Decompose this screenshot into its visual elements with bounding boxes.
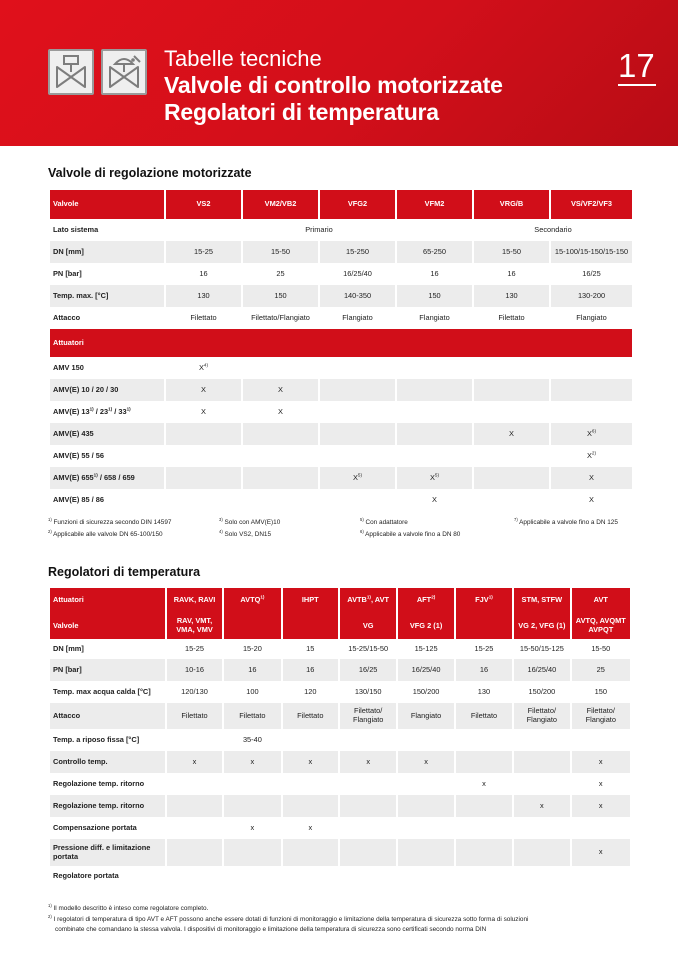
table-cell xyxy=(320,423,395,445)
table-cell xyxy=(320,379,395,401)
table-cell xyxy=(551,379,632,401)
table-cell xyxy=(397,379,472,401)
table-cell xyxy=(456,866,512,886)
motorized-valves-table xyxy=(48,190,634,511)
table-row xyxy=(50,241,632,263)
table-cell xyxy=(398,773,453,795)
column-header xyxy=(283,613,338,639)
footnote: $^{1)}$ Il modello descritto è inteso come regolatore completo. xyxy=(48,902,209,912)
table-cell xyxy=(572,729,630,751)
table-cell: X xyxy=(474,423,549,445)
table-cell: Filettato xyxy=(456,703,512,729)
page-number: 17 xyxy=(618,47,655,84)
table-cell: 150 xyxy=(594,686,607,696)
table-cell: X xyxy=(201,406,206,416)
row-label: Regolazione temp. ritorno xyxy=(53,778,145,788)
table-row xyxy=(50,729,630,751)
row-label: PN [bar] xyxy=(53,268,82,278)
column-header xyxy=(224,613,280,639)
table-cell xyxy=(224,795,280,817)
footnote-marker: 1) xyxy=(48,516,52,522)
column-header: FJV$^{1)}$ xyxy=(456,588,512,613)
footnote-marker: 2) xyxy=(48,528,52,534)
table-cell: 120 xyxy=(304,686,317,696)
column-header: VRG/B xyxy=(474,190,549,219)
row-label: Compensazione portata xyxy=(53,822,137,832)
footnote-marker: 3) xyxy=(219,516,223,522)
row-label: AMV(E) 13$^{1)}$ / 23$^{1)}$ / 33$^{1)}$ xyxy=(53,406,131,416)
row-label: AMV(E) 85 / 86 xyxy=(53,494,104,504)
table-cell: x xyxy=(572,795,630,817)
table-cell xyxy=(397,445,472,467)
table-cell: 15-250 xyxy=(320,241,395,263)
footnote-marker: 1) xyxy=(89,406,94,412)
table-cell xyxy=(514,817,569,839)
table-cell xyxy=(166,467,241,489)
table-cell xyxy=(514,866,569,886)
footnote: $^{7)}$ Applicabile a valvole fino a DN 125 xyxy=(514,516,618,526)
table-cell: x xyxy=(572,751,630,773)
table-cell xyxy=(224,773,280,795)
table-cell xyxy=(398,839,453,866)
table-row xyxy=(50,445,632,467)
table-cell: 16 xyxy=(507,268,516,278)
footnote-marker: 5) xyxy=(360,516,364,522)
table-cell xyxy=(397,423,472,445)
table-row xyxy=(50,839,630,866)
table-cell: x xyxy=(398,751,453,773)
table-cell: x xyxy=(224,751,280,773)
column-header: VG xyxy=(340,613,396,639)
table-row xyxy=(50,379,632,401)
table-cell: 15-50 xyxy=(591,643,611,653)
table-cell: 16 xyxy=(430,268,439,278)
table-cell: Filettato xyxy=(167,703,222,729)
table-cell: 15-50/15-125 xyxy=(519,643,564,653)
table-cell xyxy=(320,489,395,511)
header-title-line2: Regolatori di temperatura xyxy=(164,99,439,125)
table-cell: 35-40 xyxy=(242,734,262,744)
table-cell xyxy=(474,401,549,423)
row-label: Pressione diff. e limitazione portata xyxy=(50,839,165,866)
table-cell: 15-20 xyxy=(242,643,262,653)
column-header: AFT$^{2)}$ xyxy=(398,588,453,613)
table-cell xyxy=(166,445,241,467)
row-label: PN [bar] xyxy=(50,659,165,681)
table-row xyxy=(50,219,632,241)
table-cell: 15-125 xyxy=(414,643,438,653)
row-label: Temp. max. [°C] xyxy=(50,285,164,307)
table-cell xyxy=(398,866,453,886)
footnote: $^{2)}$ Applicabile alle valvole DN 65-100/150 xyxy=(48,528,163,538)
table-cell xyxy=(474,379,549,401)
table-cell: $X^{6)}$ xyxy=(551,423,632,445)
table-cell: x xyxy=(514,795,569,817)
table-cell: 150/200 xyxy=(412,686,440,696)
table-cell xyxy=(166,489,241,511)
table-cell xyxy=(551,401,632,423)
table-cell: 10-16 xyxy=(167,659,222,681)
footnote-marker: 4) xyxy=(203,362,209,368)
table-cell: Flangiato xyxy=(398,703,453,729)
table-cell: X xyxy=(243,379,318,401)
section1-title: Valvole di regolazione motorizzate xyxy=(48,166,252,180)
table-cell: X xyxy=(589,494,594,504)
column-header: RAV, VMT, VMA, VMV xyxy=(167,613,222,639)
table-cell: 15-100/15-150/15-150 xyxy=(551,241,632,263)
table-cell xyxy=(167,817,222,839)
table-cell xyxy=(340,866,396,886)
table-row xyxy=(50,751,630,773)
temperature-regulators-table xyxy=(48,588,632,886)
row-label: Attuatori xyxy=(50,588,165,613)
table-cell: 15-25 xyxy=(474,643,494,653)
table-cell: 150 xyxy=(243,285,318,307)
row-label: Temp. max acqua calda [°C] xyxy=(53,686,151,696)
table-cell xyxy=(398,817,453,839)
table-cell xyxy=(243,467,318,489)
row-label: Valvole xyxy=(50,190,164,219)
footnote-marker: 6) xyxy=(591,428,597,434)
footnote-marker: 1) xyxy=(48,902,52,908)
table-cell: 16/25/40 xyxy=(514,659,569,681)
table-cell: Filettato/Flangiato xyxy=(251,312,310,322)
table-cell: x xyxy=(482,778,486,788)
table-cell xyxy=(320,445,395,467)
thermostatic-valve-icon xyxy=(101,49,147,95)
column-header: VFG2 xyxy=(320,190,395,219)
footnote-marker: 2) xyxy=(591,450,597,456)
row-label: AMV(E) 55 / 56 xyxy=(53,450,104,460)
table-cell xyxy=(514,773,569,795)
table-cell: 120/130 xyxy=(181,686,208,696)
footnote-marker: 1) xyxy=(93,472,98,478)
footnote-marker: 1) xyxy=(260,594,265,600)
table-cell: Flangiato xyxy=(576,312,607,322)
row-label: Controllo temp. xyxy=(50,751,165,773)
footnote: $^{2)}$ I regolatori di temperatura di tipo AVT e AFT possono anche essere dotati di funzioni di monitoraggio e limitazione della temperatura di sicurezza sotto forma di soluzioni xyxy=(48,913,529,923)
table-cell: 16/25 xyxy=(340,659,396,681)
table-row xyxy=(50,357,632,379)
column-header: IHPT xyxy=(283,588,338,613)
table-row xyxy=(50,263,632,285)
table-cell: $X^{4)}$ xyxy=(198,362,209,372)
table-cell xyxy=(340,795,396,817)
column-header: STM, STFW xyxy=(514,588,569,613)
row-label: Temp. a riposo fissa [°C] xyxy=(53,734,140,744)
table-cell: Filettato xyxy=(224,703,280,729)
footnote: $^{1)}$ Funzioni di sicurezza secondo DIN 14597 xyxy=(48,516,172,526)
footnote-marker: 1) xyxy=(488,594,493,600)
row-label: Attacco xyxy=(53,312,81,322)
table-cell: 16/25/40 xyxy=(398,659,453,681)
table-cell: 16 xyxy=(224,659,280,681)
table-cell xyxy=(474,489,549,511)
row-label: AMV 150 xyxy=(53,362,84,372)
table-cell: 15-25 xyxy=(185,643,204,653)
footnote: $^{3)}$ Solo con AMV(E)10 xyxy=(219,516,281,526)
table-cell xyxy=(224,839,280,866)
table-cell xyxy=(167,729,222,751)
table-cell xyxy=(283,729,338,751)
table-cell xyxy=(167,795,222,817)
table-cell: Filettato xyxy=(498,312,525,322)
table-cell: 130 xyxy=(477,686,491,696)
table-row xyxy=(50,795,630,817)
row-label: DN [mm] xyxy=(50,241,164,263)
table-row xyxy=(50,659,630,681)
footnote-marker: 2) xyxy=(48,913,52,919)
footnote: $^{5)}$ Con adattatore xyxy=(360,516,408,526)
table-cell xyxy=(243,423,318,445)
footnote-marker: 4) xyxy=(219,528,223,534)
table-cell: 65-250 xyxy=(397,241,472,263)
table-cell: 100 xyxy=(246,686,259,696)
table-cell xyxy=(551,357,632,379)
footnote-marker: 5) xyxy=(434,472,440,478)
footnote-marker: 1) xyxy=(126,406,131,412)
table-cell: 130/150 xyxy=(354,686,382,696)
footnote-marker: 1) xyxy=(366,594,371,600)
table-cell: Filettato/ Flangiato xyxy=(514,703,569,729)
footnote: $^{6)}$ Applicabile a valvole fino a DN 80 xyxy=(360,528,461,538)
table-cell: Filettato/ Flangiato xyxy=(340,703,396,729)
table-row xyxy=(50,423,632,445)
footnote-marker: 2) xyxy=(431,594,436,600)
table-cell xyxy=(514,729,569,751)
table-cell xyxy=(283,773,338,795)
table-row xyxy=(50,329,632,357)
table-cell: 130-200 xyxy=(551,285,632,307)
table-row xyxy=(50,613,630,639)
table-cell: 16 xyxy=(199,268,208,278)
table-cell xyxy=(283,795,338,817)
table-cell: 16/25 xyxy=(582,268,601,278)
table-cell: 15-25/15-50 xyxy=(348,643,389,653)
table-cell xyxy=(243,357,318,379)
table-row xyxy=(50,703,630,729)
table-row xyxy=(50,773,630,795)
row-label: AMV(E) 435 xyxy=(50,423,164,445)
table-cell: x xyxy=(308,822,313,832)
table-cell: x xyxy=(340,751,396,773)
table-cell: 15 xyxy=(306,643,315,653)
table-cell: 150/200 xyxy=(528,686,556,696)
table-cell: 15-50 xyxy=(243,241,318,263)
valve-actuator-icon xyxy=(48,49,94,95)
table-cell xyxy=(474,445,549,467)
secondary-side-cell: Secondario xyxy=(534,224,572,234)
row-label: Lato sistema xyxy=(53,224,99,234)
table-cell xyxy=(474,357,549,379)
table-row xyxy=(50,681,630,703)
table-cell: 25 xyxy=(276,268,285,278)
table-cell: 16 xyxy=(283,659,338,681)
table-cell: 130 xyxy=(166,285,241,307)
table-cell xyxy=(398,729,453,751)
table-cell xyxy=(456,795,512,817)
header-banner xyxy=(0,0,678,146)
table-cell xyxy=(243,445,318,467)
table-cell: Filettato xyxy=(190,312,217,322)
table-cell: 25 xyxy=(572,659,630,681)
table-cell xyxy=(320,357,395,379)
table-cell xyxy=(340,773,396,795)
column-header: AVTQ$^{1)}$ xyxy=(224,588,280,613)
table-row xyxy=(50,489,632,511)
table-cell: 130 xyxy=(474,285,549,307)
row-label: Attacco xyxy=(50,703,165,729)
footnote-marker: 7) xyxy=(514,516,518,522)
table-cell xyxy=(167,773,222,795)
table-cell xyxy=(167,866,222,886)
table-cell: X xyxy=(166,379,241,401)
table-cell xyxy=(283,866,338,886)
table-cell: x xyxy=(283,751,338,773)
table-cell xyxy=(224,866,280,886)
table-row xyxy=(50,307,632,329)
column-header: VM2/VB2 xyxy=(243,190,318,219)
table-row xyxy=(50,285,632,307)
column-header: VFM2 xyxy=(397,190,472,219)
table-cell: X xyxy=(551,467,632,489)
row-label: AMV(E) 655$^{1)}$ / 658 / 659 xyxy=(50,467,164,489)
table-cell: $X^{5)}$ xyxy=(397,467,472,489)
table-cell: Flangiato xyxy=(342,312,373,322)
table-cell xyxy=(398,795,453,817)
table-cell xyxy=(166,423,241,445)
table-cell: x xyxy=(167,751,222,773)
footnote: $^{4)}$ Solo VS2, DN15 xyxy=(219,528,272,538)
actuators-band: Attuatori xyxy=(50,329,632,357)
table-cell xyxy=(167,839,222,866)
table-row xyxy=(50,190,632,219)
table-cell xyxy=(397,357,472,379)
column-header: RAVK, RAVI xyxy=(167,588,222,613)
table-cell xyxy=(572,866,630,886)
column-header: VFG 2 (1) xyxy=(398,613,453,639)
table-cell: X xyxy=(432,494,437,504)
row-label: AMV(E) 10 / 20 / 30 xyxy=(50,379,164,401)
table-cell: 15-50 xyxy=(474,241,549,263)
table-row xyxy=(50,467,632,489)
primary-side-cell: Primario xyxy=(305,224,333,234)
table-cell xyxy=(320,401,395,423)
footnote: combinate che comandano la stessa valvola. I dispositivi di monitoraggio e limitazione della temperatura di sicurezza sono certificati secondo norma DIN xyxy=(55,926,487,933)
column-header: AVTB$^{1)}$, AVT xyxy=(340,588,396,613)
table-cell xyxy=(456,729,512,751)
column-header: VS/VF2/VF3 xyxy=(551,190,632,219)
table-cell: x xyxy=(572,839,630,866)
row-label: Regolatore portata xyxy=(53,870,119,880)
column-header: VG 2, VFG (1) xyxy=(514,613,569,639)
table-row xyxy=(50,588,630,613)
table-cell: X xyxy=(278,406,283,416)
table-cell: Filettato xyxy=(283,703,338,729)
table-cell xyxy=(456,817,512,839)
table-cell: 150 xyxy=(397,285,472,307)
table-cell: 16/25/40 xyxy=(343,268,372,278)
table-cell xyxy=(340,817,396,839)
header-subtitle: Tabelle tecniche xyxy=(164,46,322,71)
table-row xyxy=(50,866,630,886)
column-header: AVTQ, AVQMT AVPQT xyxy=(572,613,630,639)
page-number-underline xyxy=(618,84,656,86)
footnote-marker: 5) xyxy=(357,472,363,478)
column-header xyxy=(456,613,512,639)
table-row xyxy=(50,401,632,423)
table-cell: Flangiato xyxy=(419,312,450,322)
table-row xyxy=(50,639,630,659)
table-cell xyxy=(340,729,396,751)
row-label: Valvole xyxy=(50,613,165,639)
column-header: AVT xyxy=(572,588,630,613)
table-cell: $X^{5)}$ xyxy=(320,467,395,489)
table-cell: x xyxy=(250,822,255,832)
table-cell: x xyxy=(598,778,603,788)
table-cell: 15-25 xyxy=(166,241,241,263)
table-cell xyxy=(572,817,630,839)
table-cell xyxy=(283,839,338,866)
table-cell: 140-350 xyxy=(320,285,395,307)
table-cell xyxy=(514,751,569,773)
row-label: DN [mm] xyxy=(53,643,84,653)
section2-title: Regolatori di temperatura xyxy=(48,565,201,579)
row-label: Regolazione temp. ritorno xyxy=(50,795,165,817)
table-row xyxy=(50,817,630,839)
table-cell xyxy=(474,467,549,489)
table-cell xyxy=(243,489,318,511)
table-cell xyxy=(456,839,512,866)
table-cell xyxy=(340,839,396,866)
footnote-marker: 6) xyxy=(360,528,364,534)
table-cell: Filettato/ Flangiato xyxy=(572,703,630,729)
footnote-marker: 1) xyxy=(108,406,113,412)
table-cell: $X^{2)}$ xyxy=(586,450,597,460)
table-cell: 16 xyxy=(456,659,512,681)
table-cell xyxy=(456,751,512,773)
table-cell xyxy=(397,401,472,423)
column-header: VS2 xyxy=(166,190,241,219)
table-cell xyxy=(514,839,569,866)
header-title-line1: Valvole di controllo motorizzate xyxy=(164,72,503,98)
